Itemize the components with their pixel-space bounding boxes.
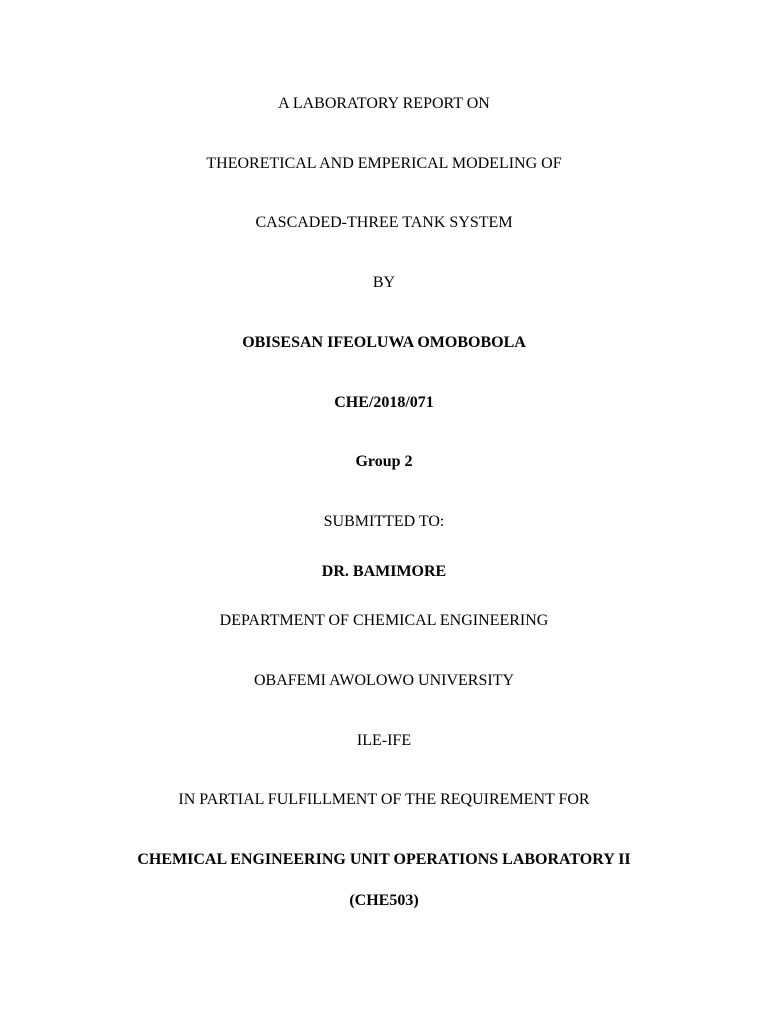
report-title-line-1: THEORETICAL AND EMPERICAL MODELING OF	[206, 155, 562, 172]
report-heading: A LABORATORY REPORT ON	[278, 95, 490, 112]
location-text: ILE-IFE	[356, 732, 412, 749]
supervisor-name: DR. BAMIMORE	[321, 563, 447, 580]
course-title: CHEMICAL ENGINEERING UNIT OPERATIONS LABORATORY II	[137, 851, 631, 868]
matric-number: CHE/2018/071	[334, 394, 434, 411]
author-name: OBISESAN IFEOLUWA OMOBOBOLA	[242, 334, 526, 351]
by-label: BY	[372, 274, 396, 291]
fulfillment-statement: IN PARTIAL FULFILLMENT OF THE REQUIREMENT FOR	[178, 791, 590, 808]
course-code: (CHE503)	[349, 892, 419, 909]
department-name: DEPARTMENT OF CHEMICAL ENGINEERING	[219, 612, 549, 629]
submitted-to-label: SUBMITTED TO:	[323, 513, 445, 530]
group-label: Group 2	[355, 453, 413, 470]
report-title-line-2: CASCADED-THREE TANK SYSTEM	[255, 214, 513, 231]
university-name: OBAFEMI AWOLOWO UNIVERSITY	[253, 672, 515, 689]
